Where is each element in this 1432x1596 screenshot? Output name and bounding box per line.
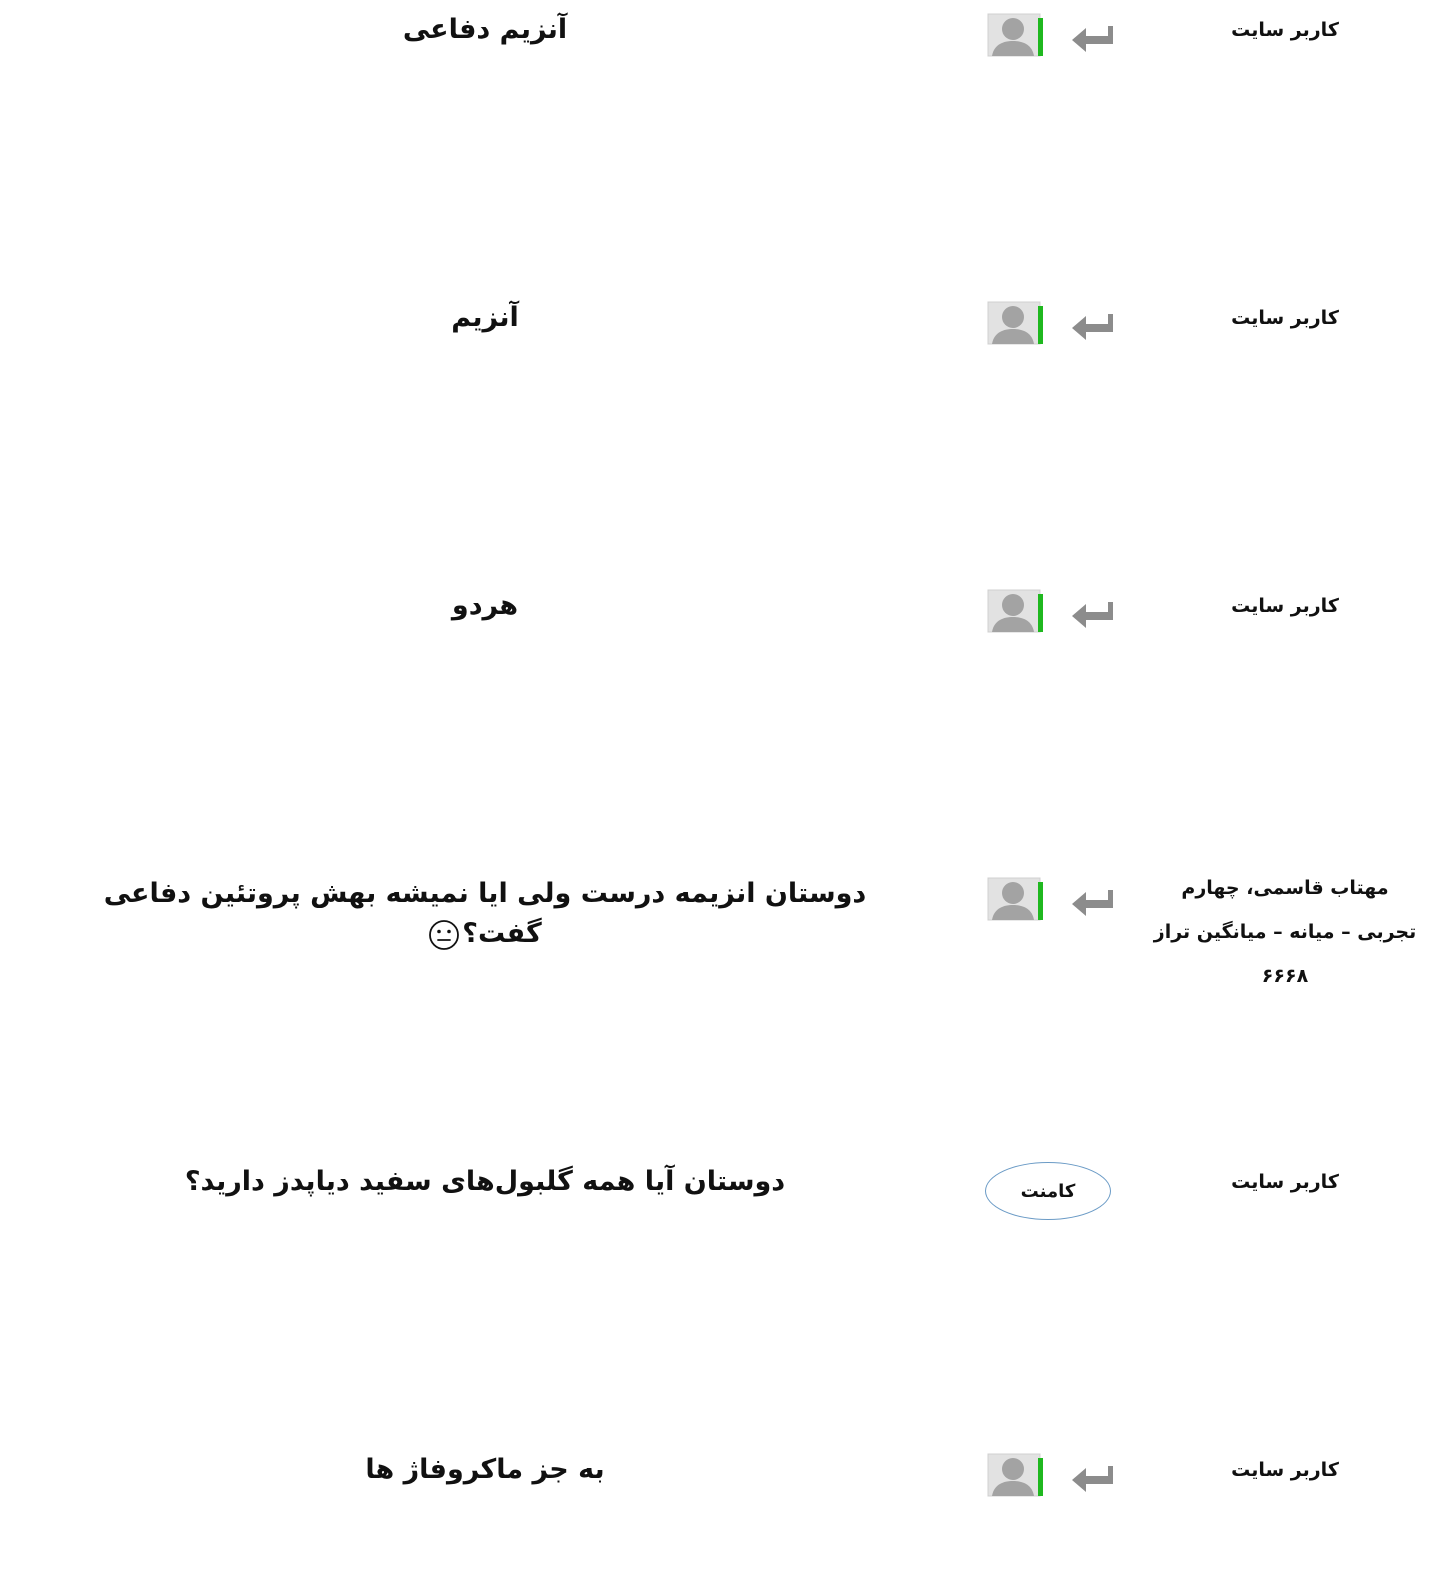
comment-row [0,288,1432,398]
comment-author: کاربر سایت [1231,1459,1339,1481]
comment-author: کاربر سایت [1231,1171,1339,1193]
reply-arrow-icon[interactable] [1068,596,1116,632]
comment-text: دوستان انزیمه درست ولی ایا نمیشه بهش پروتئین دفاعی گفت؟ [103,878,867,949]
comment-text: آنزیم [451,302,519,333]
comment-row [0,0,1432,110]
comment-author: کاربر سایت [1231,307,1339,329]
avatar-icon[interactable] [986,876,1048,924]
comment-text: دوستان آیا همه گلبول‌های سفید دیاپدز دارید؟ [184,1166,786,1197]
avatar-icon[interactable] [986,12,1048,60]
comment-author: کاربر سایت [1231,595,1339,617]
comment-text-container [90,874,880,954]
avatar-icon[interactable] [986,1452,1048,1500]
reply-arrow-icon[interactable] [1068,20,1116,56]
comment-text: به جز ماکروفاژ ها [365,1454,605,1485]
comment-row [0,1440,1432,1550]
comment-row [0,864,1432,987]
neutral-face-icon [428,919,460,951]
avatar-icon[interactable] [986,300,1048,348]
comment-row [0,576,1432,686]
comment-author: کاربر سایت [1231,19,1339,41]
avatar-icon[interactable] [986,588,1048,636]
comment-row [0,1152,1432,1262]
comment-author: مهتاب قاسمی، چهارم تجربی – میانه – میانگین تراز ۶۶۶۸ [1153,877,1417,987]
comment-text: آنزیم دفاعی [402,14,568,45]
comment-text: هردو [451,590,519,621]
comment-button[interactable]: کامنت [985,1162,1111,1220]
reply-arrow-icon[interactable] [1068,308,1116,344]
reply-arrow-icon[interactable] [1068,1460,1116,1496]
reply-arrow-icon[interactable] [1068,884,1116,920]
